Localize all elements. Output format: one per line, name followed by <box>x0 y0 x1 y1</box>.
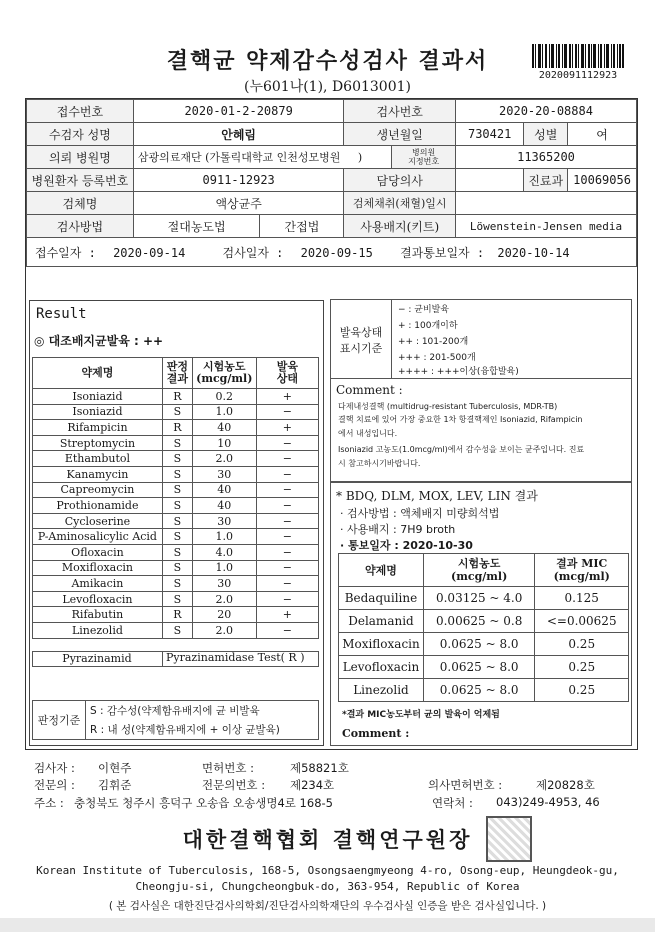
drug-name: Linezolid <box>33 622 163 638</box>
growth: − <box>256 576 318 592</box>
judge: S <box>162 591 192 607</box>
drug-name: Rifampicin <box>33 420 163 436</box>
reg-no-label: 병원환자 등록번호 <box>27 169 134 192</box>
drug-name: Capreomycin <box>33 482 163 498</box>
indirect-method: 간접법 <box>260 215 344 238</box>
birth-label: 생년월일 <box>344 123 456 146</box>
mic-value: 0.25 <box>535 633 629 656</box>
birth-value: 730421 <box>455 123 523 146</box>
exam-no-value: 2020-20-08884 <box>455 100 636 123</box>
mic-col-result-1: 결과 MIC <box>556 557 608 570</box>
hospital-code-label-1: 병의원 <box>412 148 436 157</box>
growth: − <box>256 513 318 529</box>
drug-name: Rifabutin <box>33 607 163 623</box>
conc: 40 <box>192 482 256 498</box>
license-value: 제58821호 <box>290 761 349 775</box>
growth: − <box>256 435 318 451</box>
conc: 4.0 <box>192 544 256 560</box>
address-english-2: Cheongju-si, Chungcheongbuk-do, 363-954, Republic of Korea <box>135 880 520 893</box>
growth-legend-label-1: 발육상태 <box>339 326 383 339</box>
growth-legend-line: ++++ : +++이상(융합발육) <box>398 367 519 377</box>
report-date-label: 결과통보일자 : <box>400 245 485 260</box>
report-date-value: 2020-10-14 <box>497 245 570 260</box>
judge: S <box>162 435 192 451</box>
growth: − <box>256 466 318 482</box>
hospital-code-label-2: 지정번호 <box>408 157 440 166</box>
table-row <box>33 560 319 576</box>
conc: 2.0 <box>192 451 256 467</box>
judge: S <box>162 498 192 514</box>
conc: 30 <box>192 576 256 592</box>
conc: 40 <box>192 420 256 436</box>
growth-legend-line: +++ : 201-500개 <box>398 353 476 363</box>
document-title: 결핵균 약제감수성검사 결과서 <box>166 48 489 74</box>
table-row <box>33 466 319 482</box>
mic-value: <=0.00625 <box>535 610 629 633</box>
pyrazinamid-test: Pyrazinamidase Test( R ) <box>162 651 319 667</box>
sex-value: 여 <box>568 123 637 146</box>
growth: − <box>256 622 318 638</box>
mic-comment: Comment : <box>342 727 410 740</box>
mic-conc: 0.03125 ~ 4.0 <box>423 587 535 610</box>
barcode-image <box>532 44 624 68</box>
dept-label: 진료과 <box>524 169 568 192</box>
receipt-no-label: 접수번호 <box>27 100 134 123</box>
specialist-label: 전문의 : <box>34 778 75 792</box>
table-row <box>33 404 319 420</box>
examiner-name: 이현주 <box>98 761 132 775</box>
criteria-r: R : 내 성(약제함유배지에 + 이상 균발육) <box>90 724 280 736</box>
conc: 1.0 <box>192 560 256 576</box>
judge: S <box>162 482 192 498</box>
mic-col-conc-1: 시험농도 <box>457 557 501 570</box>
mic-value: 0.25 <box>535 656 629 679</box>
patient-name-value: 안혜림 <box>133 123 344 146</box>
method-label: 검사방법 <box>27 215 134 238</box>
judge: R <box>162 389 192 405</box>
col-drug-header: 약제명 <box>33 358 163 389</box>
col-conc-header <box>192 358 256 389</box>
comment-title: Comment : <box>336 383 403 397</box>
table-row <box>339 679 629 702</box>
col-judge-header <box>162 358 192 389</box>
growth: + <box>256 607 318 623</box>
conc: 1.0 <box>192 404 256 420</box>
drug-name: Isoniazid <box>33 404 163 420</box>
phone-value: 043)249-4953, 46 <box>496 795 600 809</box>
mic-drug: Bedaquiline <box>339 587 424 610</box>
specimen-value: 액상균주 <box>133 192 344 215</box>
specialist-no-label: 전문의번호 : <box>202 778 266 792</box>
judge: S <box>162 529 192 545</box>
receipt-no-value: 2020-01-2-20879 <box>133 100 344 123</box>
growth: − <box>256 529 318 545</box>
certification-note: ( 본 검사실은 대한진단검사의학회/진단검사의학재단의 우수검사실 인증을 받은 검사실입니다. ) <box>108 900 547 912</box>
drug-name: Levofloxacin <box>33 591 163 607</box>
doctor-license-label: 의사면허번호 : <box>428 778 503 792</box>
judge: S <box>162 404 192 420</box>
table-row <box>339 656 629 679</box>
comment-line: 에서 내성입니다. <box>338 429 398 438</box>
growth-legend-line: ++ : 101-200개 <box>398 337 469 347</box>
judge: S <box>162 451 192 467</box>
address-english-1: Korean Institute of Tuberculosis, 168-5, Osongsaengmyeong 4-ro, Osong-eup, Heungdeok-gu, <box>36 864 619 877</box>
table-row <box>33 451 319 467</box>
table-row <box>33 482 319 498</box>
col-judge-header-1: 판정 <box>166 360 188 373</box>
specialist-no-value: 제234호 <box>290 778 335 792</box>
criteria-s: S : 감수성(약제함유배지에 균 비발육 <box>90 705 260 717</box>
table-row <box>33 622 319 638</box>
growth: − <box>256 498 318 514</box>
phone-label: 연락처 : <box>432 796 473 810</box>
mic-col-conc <box>423 554 535 587</box>
pyrazinamid-name: Pyrazinamid <box>62 652 132 665</box>
mic-conc: 0.0625 ~ 8.0 <box>423 633 535 656</box>
judge: S <box>162 544 192 560</box>
table-row <box>33 389 319 405</box>
mic-conc: 0.00625 ~ 0.8 <box>423 610 535 633</box>
address-value: 충청북도 청주시 흥덕구 오송읍 오송생명4로 168-5 <box>74 796 333 810</box>
receipt-date-label: 접수일자 : <box>35 245 96 260</box>
table-row <box>33 513 319 529</box>
patient-info-table <box>26 99 637 267</box>
exam-date-label: 검사일자 : <box>222 245 284 260</box>
collect-value <box>455 192 636 215</box>
conc: 20 <box>192 607 256 623</box>
conc: 40 <box>192 498 256 514</box>
conc: 30 <box>192 513 256 529</box>
drug-name: Streptomycin <box>33 435 163 451</box>
growth: − <box>256 451 318 467</box>
mic-drug: Levofloxacin <box>339 656 424 679</box>
conc: 0.2 <box>192 389 256 405</box>
method-value: 절대농도법 <box>133 215 260 238</box>
examiner-label: 검사자 : <box>34 761 75 775</box>
specialist-name: 김휘준 <box>98 778 132 792</box>
judge: S <box>162 513 192 529</box>
specimen-label: 검체명 <box>27 192 134 215</box>
doctor-value <box>455 169 523 192</box>
hospital-label: 의뢰 병원명 <box>27 146 134 169</box>
growth: + <box>256 420 318 436</box>
drug-name: Prothionamide <box>33 498 163 514</box>
drug-name: Isoniazid <box>33 389 163 405</box>
table-row <box>33 607 319 623</box>
growth: − <box>256 544 318 560</box>
table-row <box>33 544 319 560</box>
col-growth-header <box>256 358 318 389</box>
col-conc-header-2: (mcg/ml) <box>196 372 253 385</box>
sex-label: 성별 <box>524 123 568 146</box>
mic-result-table <box>338 553 629 702</box>
medium-value: Löwenstein-Jensen media <box>455 215 636 238</box>
mic-report-date: · 통보일자 : 2020-10-30 <box>340 539 473 552</box>
growth-legend-label <box>332 325 390 357</box>
mic-value: 0.125 <box>535 587 629 610</box>
document-subtitle: (누601나(1), D6013001) <box>243 79 411 95</box>
mic-conc: 0.0625 ~ 8.0 <box>423 656 535 679</box>
result-title: Result <box>36 306 87 322</box>
hospital-code-value: 11365200 <box>455 146 636 169</box>
growth-legend-line: + : 100개이하 <box>398 321 458 331</box>
mic-col-conc-2: (mcg/ml) <box>451 570 508 583</box>
col-conc-header-1: 시험농도 <box>203 360 246 373</box>
mic-drug: Delamanid <box>339 610 424 633</box>
table-row <box>33 498 319 514</box>
growth: − <box>256 404 318 420</box>
mic-note: *결과 MIC농도부터 균의 발육이 억제됨 <box>342 710 500 720</box>
table-row <box>33 591 319 607</box>
mic-drug: Linezolid <box>339 679 424 702</box>
license-label: 면허번호 : <box>202 761 254 775</box>
drug-name: Cycloserine <box>33 513 163 529</box>
comment-line: Isoniazid 고농도(1.0mcg/ml)에서 감수성을 보이는 균주입니다. 진료 <box>338 445 585 454</box>
doctor-license-value: 제20828호 <box>536 778 595 792</box>
table-row <box>339 587 629 610</box>
drug-name: Amikacin <box>33 576 163 592</box>
judge: S <box>162 576 192 592</box>
mic-method: · 검사방법 : 액체배지 미량희석법 <box>340 507 500 520</box>
growth: − <box>256 560 318 576</box>
exam-no-label: 검사번호 <box>344 100 456 123</box>
mic-col-result <box>535 554 629 587</box>
hospital-value: 삼광의료재단 (가톨릭대학교 인천성모병원 <box>137 151 341 164</box>
drug-name: Ethambutol <box>33 451 163 467</box>
dept-value: 10069056 <box>568 169 637 192</box>
mic-col-drug: 약제명 <box>339 554 424 587</box>
table-row <box>33 529 319 545</box>
mic-medium: · 사용배지 : 7H9 broth <box>340 523 456 536</box>
growth-legend-divider <box>391 299 392 379</box>
drug-name: P-Aminosalicylic Acid <box>33 529 163 545</box>
drug-name: Ofloxacin <box>33 544 163 560</box>
comment-line: 시 참고하시기바랍니다. <box>338 459 421 468</box>
mic-value: 0.25 <box>535 679 629 702</box>
mic-col-result-2: (mcg/ml) <box>553 570 610 583</box>
control-growth: ◎ 대조배지균발육 : ++ <box>34 334 164 348</box>
judge: R <box>162 607 192 623</box>
drug-name: Kanamycin <box>33 466 163 482</box>
growth: − <box>256 591 318 607</box>
col-growth-header-2: 상태 <box>276 372 298 385</box>
collect-label: 검체채취(채혈)일시 <box>344 192 456 215</box>
judge: R <box>162 420 192 436</box>
conc: 30 <box>192 466 256 482</box>
medium-label: 사용배지(키트) <box>344 215 456 238</box>
conc: 10 <box>192 435 256 451</box>
exam-date-value: 2020-09-15 <box>300 245 373 260</box>
table-row <box>339 633 629 656</box>
conc: 2.0 <box>192 591 256 607</box>
growth-legend-label-2: 표시기준 <box>339 342 383 355</box>
conc: 1.0 <box>192 529 256 545</box>
drug-name: Moxifloxacin <box>33 560 163 576</box>
table-row <box>33 576 319 592</box>
criteria-divider <box>85 700 86 740</box>
growth: + <box>256 389 318 405</box>
drug-result-table <box>32 357 319 639</box>
judge: S <box>162 466 192 482</box>
organization-name: 대한결핵협회 결핵연구원장 <box>182 827 473 852</box>
receipt-date-value: 2020-09-14 <box>113 245 186 260</box>
mic-conc: 0.0625 ~ 8.0 <box>423 679 535 702</box>
mic-heading: * BDQ, DLM, MOX, LEV, LIN 결과 <box>336 489 538 503</box>
table-row <box>33 435 319 451</box>
judge: S <box>162 622 192 638</box>
growth: − <box>256 482 318 498</box>
address-label: 주소 : <box>34 796 64 810</box>
conc: 2.0 <box>192 622 256 638</box>
patient-name-label: 수검자 성명 <box>27 123 134 146</box>
hospital-close-paren: ) <box>357 151 363 164</box>
doctor-label: 담당의사 <box>344 169 456 192</box>
table-row <box>33 420 319 436</box>
comment-line: 결핵 치료에 있어 가장 중요한 1차 항결핵제인 Isoniazid, Rifampicin <box>338 415 583 424</box>
bottom-edge <box>0 918 655 932</box>
criteria-label: 판정기준 <box>37 714 81 727</box>
judge: S <box>162 560 192 576</box>
comment-line: 다제내성결핵 (multidrug-resistant Tuberculosis, MDR-TB) <box>338 402 558 411</box>
growth-legend-line: − : 균비발육 <box>398 305 450 315</box>
mic-drug: Moxifloxacin <box>339 633 424 656</box>
table-row <box>339 610 629 633</box>
reg-no-value: 0911-12923 <box>133 169 344 192</box>
barcode-number: 2020091112923 <box>538 70 618 81</box>
col-growth-header-1: 발육 <box>276 360 298 373</box>
col-judge-header-2: 결과 <box>166 372 188 385</box>
